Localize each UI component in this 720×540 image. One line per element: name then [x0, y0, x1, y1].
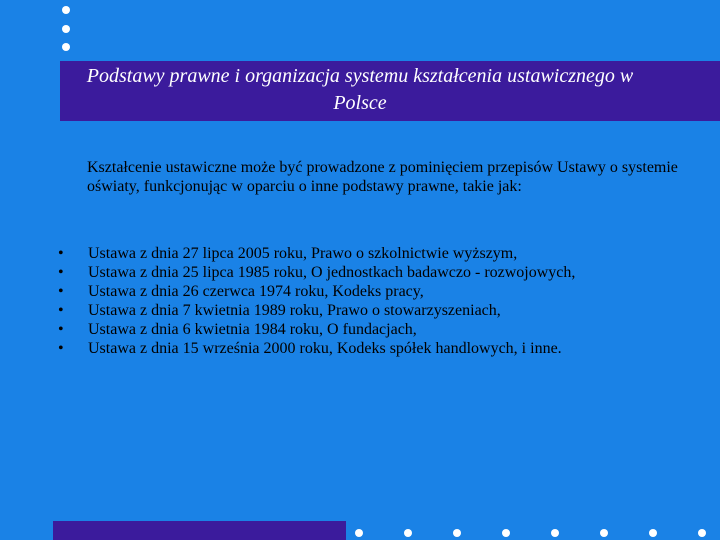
bullet-icon: • — [58, 245, 64, 262]
list-item — [58, 244, 658, 263]
bullet-icon: • — [58, 340, 64, 357]
list-item — [58, 263, 658, 282]
decorative-dot — [600, 529, 608, 537]
legal-basis-list — [58, 244, 658, 358]
bullet-icon: • — [58, 302, 64, 319]
list-item — [58, 320, 658, 339]
decorative-dot — [551, 529, 559, 537]
decorative-dot — [62, 43, 70, 51]
slide-title: Podstawy prawne i organizacja systemu kształcenia ustawicznego w Polsce — [86, 65, 634, 114]
list-item-text: Ustawa z dnia 27 lipca 2005 roku, Prawo o szkolnictwie wyższym, — [88, 245, 518, 262]
list-item-text: Ustawa z dnia 6 kwietnia 1984 roku, O fundacjach, — [88, 321, 417, 338]
decorative-dot — [649, 529, 657, 537]
decorative-dot — [453, 529, 461, 537]
decorative-dot — [355, 529, 363, 537]
bullet-icon: • — [58, 321, 64, 338]
decorative-dot — [698, 529, 706, 537]
decorative-dot — [502, 529, 510, 537]
list-item — [58, 301, 658, 320]
decorative-dot — [62, 25, 70, 33]
bottom-bar — [53, 521, 346, 540]
list-item-text: Ustawa z dnia 25 lipca 1985 roku, O jednostkach badawczo - rozwojowych, — [88, 264, 576, 281]
decorative-dot — [404, 529, 412, 537]
decorative-dot — [62, 6, 70, 14]
bullet-icon: • — [58, 283, 64, 300]
list-item — [58, 339, 658, 358]
bullet-icon: • — [58, 264, 64, 281]
list-item-text: Ustawa z dnia 15 września 2000 roku, Kodeks spółek handlowych, i inne. — [88, 340, 562, 357]
list-item-text: Ustawa z dnia 26 czerwca 1974 roku, Kodeks pracy, — [88, 283, 424, 300]
intro-paragraph: Kształcenie ustawiczne może być prowadzone z pominięciem przepisów Ustawy o systemie oświaty, funkcjonując w oparciu o inne podstawy prawne, takie jak: — [87, 159, 678, 195]
list-item — [58, 282, 658, 301]
list-item-text: Ustawa z dnia 7 kwietnia 1989 roku, Prawo o stowarzyszeniach, — [88, 302, 501, 319]
